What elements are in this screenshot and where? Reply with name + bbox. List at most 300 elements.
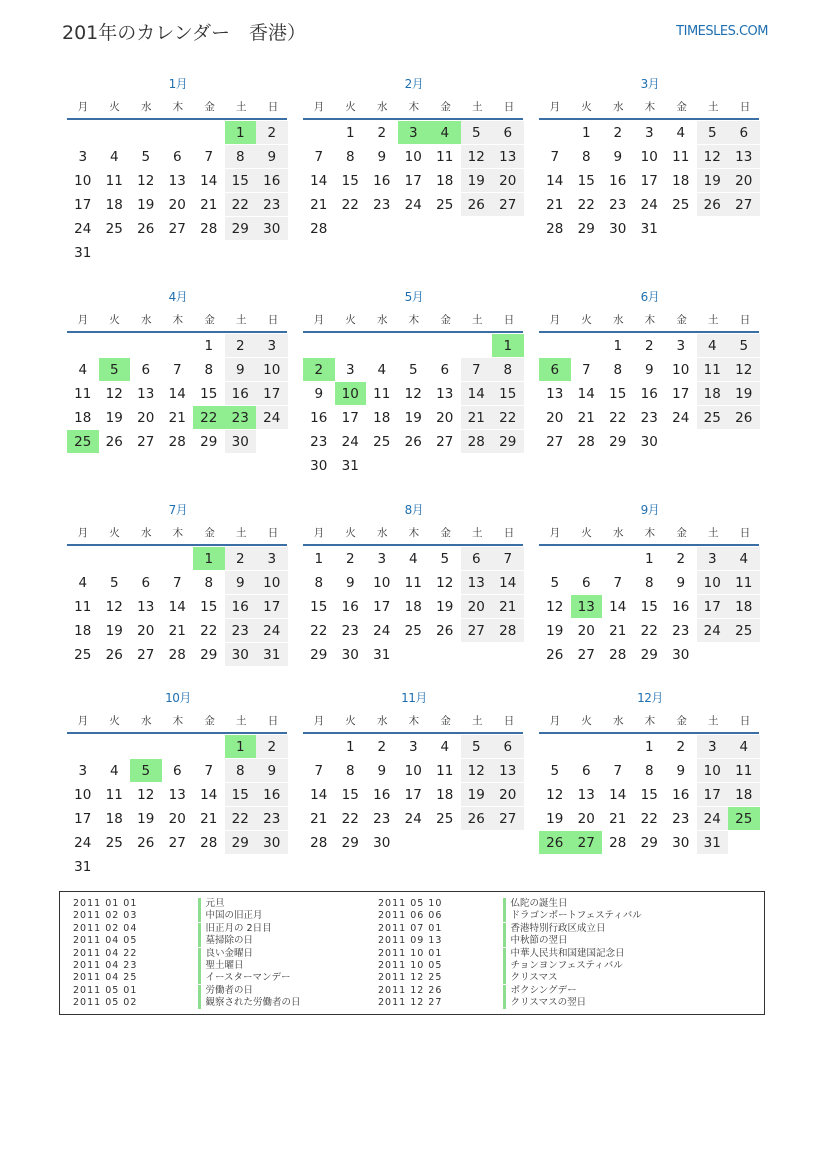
day-cell[interactable]: 7: [204, 763, 214, 779]
day-cell[interactable]: 14: [492, 571, 524, 594]
day-cell[interactable]: 21: [546, 197, 564, 213]
day-cell[interactable]: 12: [404, 386, 422, 402]
day-cell[interactable]: 1: [644, 739, 654, 755]
day-cell[interactable]: 16: [373, 173, 391, 189]
day-cell[interactable]: 10: [697, 571, 729, 594]
day-cell[interactable]: 10: [640, 149, 658, 165]
day-cell[interactable]: 28: [461, 430, 493, 453]
day-cell[interactable]: 10: [672, 362, 690, 378]
holiday-day-cell[interactable]: 5: [99, 358, 131, 381]
day-cell[interactable]: 23: [341, 623, 359, 639]
day-cell[interactable]: 24: [256, 406, 288, 429]
day-cell[interactable]: 19: [137, 197, 155, 213]
day-cell[interactable]: 15: [577, 173, 595, 189]
day-cell[interactable]: 19: [436, 599, 454, 615]
day-cell[interactable]: 26: [137, 835, 155, 851]
day-cell[interactable]: 20: [577, 623, 595, 639]
day-cell[interactable]: 20: [728, 169, 760, 192]
day-cell[interactable]: 24: [640, 197, 658, 213]
day-cell[interactable]: 27: [137, 647, 155, 663]
day-cell[interactable]: 2: [225, 547, 257, 570]
day-cell[interactable]: 27: [168, 835, 186, 851]
day-cell[interactable]: 11: [728, 571, 760, 594]
day-cell[interactable]: 5: [728, 334, 760, 357]
day-cell[interactable]: 9: [613, 149, 623, 165]
holiday-day-cell[interactable]: 5: [130, 759, 162, 782]
day-cell[interactable]: 2: [613, 125, 623, 141]
day-cell[interactable]: 9: [676, 763, 686, 779]
day-cell[interactable]: 25: [404, 623, 422, 639]
day-cell[interactable]: 24: [74, 835, 92, 851]
day-cell[interactable]: 30: [672, 835, 690, 851]
day-cell[interactable]: 27: [577, 647, 595, 663]
day-cell[interactable]: 30: [256, 217, 288, 240]
day-cell[interactable]: 19: [546, 811, 564, 827]
day-cell[interactable]: 18: [728, 595, 760, 618]
day-cell[interactable]: 19: [697, 169, 729, 192]
day-cell[interactable]: 25: [373, 434, 391, 450]
day-cell[interactable]: 23: [256, 807, 288, 830]
day-cell[interactable]: 11: [105, 787, 123, 803]
day-cell[interactable]: 14: [609, 787, 627, 803]
day-cell[interactable]: 17: [404, 173, 422, 189]
day-cell[interactable]: 28: [200, 835, 218, 851]
day-cell[interactable]: 8: [314, 575, 324, 591]
holiday-day-cell[interactable]: 10: [335, 382, 367, 405]
day-cell[interactable]: 18: [728, 783, 760, 806]
day-cell[interactable]: 25: [74, 647, 92, 663]
day-cell[interactable]: 30: [310, 458, 328, 474]
day-cell[interactable]: 15: [492, 382, 524, 405]
day-cell[interactable]: 14: [609, 599, 627, 615]
day-cell[interactable]: 3: [644, 125, 654, 141]
day-cell[interactable]: 5: [109, 575, 119, 591]
day-cell[interactable]: 21: [200, 811, 218, 827]
day-cell[interactable]: 31: [341, 458, 359, 474]
day-cell[interactable]: 29: [225, 217, 257, 240]
day-cell[interactable]: 7: [314, 149, 324, 165]
day-cell[interactable]: 8: [644, 763, 654, 779]
day-cell[interactable]: 13: [492, 759, 524, 782]
day-cell[interactable]: 15: [200, 599, 218, 615]
day-cell[interactable]: 27: [137, 434, 155, 450]
day-cell[interactable]: 17: [256, 595, 288, 618]
day-cell[interactable]: 20: [492, 169, 524, 192]
holiday-day-cell[interactable]: 1: [225, 121, 257, 144]
day-cell[interactable]: 24: [341, 434, 359, 450]
holiday-day-cell[interactable]: 23: [225, 406, 257, 429]
day-cell[interactable]: 4: [697, 334, 729, 357]
day-cell[interactable]: 23: [310, 434, 328, 450]
day-cell[interactable]: 27: [461, 619, 493, 642]
day-cell[interactable]: 2: [256, 735, 288, 758]
day-cell[interactable]: 27: [492, 807, 524, 830]
day-cell[interactable]: 26: [105, 434, 123, 450]
day-cell[interactable]: 29: [640, 835, 658, 851]
holiday-day-cell[interactable]: 25: [67, 430, 99, 453]
day-cell[interactable]: 18: [373, 410, 391, 426]
day-cell[interactable]: 8: [204, 362, 214, 378]
day-cell[interactable]: 12: [105, 386, 123, 402]
day-cell[interactable]: 16: [256, 169, 288, 192]
day-cell[interactable]: 14: [577, 386, 595, 402]
day-cell[interactable]: 21: [609, 623, 627, 639]
day-cell[interactable]: 31: [697, 831, 729, 854]
day-cell[interactable]: 23: [256, 193, 288, 216]
day-cell[interactable]: 3: [408, 739, 418, 755]
day-cell[interactable]: 7: [461, 358, 493, 381]
day-cell[interactable]: 26: [436, 623, 454, 639]
holiday-day-cell[interactable]: 25: [728, 807, 760, 830]
day-cell[interactable]: 6: [728, 121, 760, 144]
day-cell[interactable]: 2: [225, 334, 257, 357]
day-cell[interactable]: 11: [74, 386, 92, 402]
day-cell[interactable]: 24: [404, 811, 422, 827]
day-cell[interactable]: 1: [314, 551, 324, 567]
day-cell[interactable]: 9: [256, 759, 288, 782]
day-cell[interactable]: 26: [461, 193, 493, 216]
day-cell[interactable]: 1: [644, 551, 654, 567]
day-cell[interactable]: 23: [672, 811, 690, 827]
day-cell[interactable]: 24: [373, 623, 391, 639]
day-cell[interactable]: 13: [546, 386, 564, 402]
day-cell[interactable]: 11: [105, 173, 123, 189]
day-cell[interactable]: 18: [436, 787, 454, 803]
day-cell[interactable]: 27: [546, 434, 564, 450]
day-cell[interactable]: 4: [78, 362, 88, 378]
day-cell[interactable]: 4: [676, 125, 686, 141]
day-cell[interactable]: 4: [109, 149, 119, 165]
holiday-day-cell[interactable]: 27: [571, 831, 603, 854]
day-cell[interactable]: 18: [672, 173, 690, 189]
day-cell[interactable]: 6: [440, 362, 450, 378]
day-cell[interactable]: 29: [341, 835, 359, 851]
day-cell[interactable]: 2: [377, 739, 387, 755]
day-cell[interactable]: 26: [105, 647, 123, 663]
day-cell[interactable]: 1: [581, 125, 591, 141]
day-cell[interactable]: 25: [697, 406, 729, 429]
day-cell[interactable]: 13: [168, 173, 186, 189]
day-cell[interactable]: 20: [168, 197, 186, 213]
day-cell[interactable]: 28: [609, 647, 627, 663]
day-cell[interactable]: 12: [461, 145, 493, 168]
day-cell[interactable]: 29: [640, 647, 658, 663]
day-cell[interactable]: 23: [609, 197, 627, 213]
day-cell[interactable]: 23: [373, 811, 391, 827]
day-cell[interactable]: 25: [105, 221, 123, 237]
day-cell[interactable]: 2: [676, 739, 686, 755]
day-cell[interactable]: 8: [345, 763, 355, 779]
day-cell[interactable]: 31: [640, 221, 658, 237]
day-cell[interactable]: 10: [74, 173, 92, 189]
day-cell[interactable]: 20: [577, 811, 595, 827]
day-cell[interactable]: 31: [74, 245, 92, 261]
day-cell[interactable]: 16: [341, 599, 359, 615]
day-cell[interactable]: 29: [609, 434, 627, 450]
day-cell[interactable]: 19: [105, 410, 123, 426]
day-cell[interactable]: 29: [310, 647, 328, 663]
day-cell[interactable]: 8: [204, 575, 214, 591]
day-cell[interactable]: 12: [546, 787, 564, 803]
day-cell[interactable]: 4: [728, 735, 760, 758]
day-cell[interactable]: 6: [581, 763, 591, 779]
day-cell[interactable]: 4: [440, 739, 450, 755]
holiday-day-cell[interactable]: 1: [492, 334, 524, 357]
day-cell[interactable]: 17: [373, 599, 391, 615]
day-cell[interactable]: 5: [697, 121, 729, 144]
day-cell[interactable]: 19: [404, 410, 422, 426]
day-cell[interactable]: 8: [225, 759, 257, 782]
day-cell[interactable]: 7: [581, 362, 591, 378]
day-cell[interactable]: 6: [141, 362, 151, 378]
day-cell[interactable]: 20: [137, 410, 155, 426]
day-cell[interactable]: 11: [373, 386, 391, 402]
day-cell[interactable]: 28: [577, 434, 595, 450]
day-cell[interactable]: 7: [492, 547, 524, 570]
day-cell[interactable]: 12: [436, 575, 454, 591]
day-cell[interactable]: 22: [225, 807, 257, 830]
day-cell[interactable]: 16: [225, 595, 257, 618]
day-cell[interactable]: 22: [225, 193, 257, 216]
day-cell[interactable]: 16: [256, 783, 288, 806]
day-cell[interactable]: 9: [644, 362, 654, 378]
day-cell[interactable]: 12: [137, 173, 155, 189]
day-cell[interactable]: 17: [404, 787, 422, 803]
holiday-day-cell[interactable]: 4: [429, 121, 461, 144]
day-cell[interactable]: 16: [609, 173, 627, 189]
day-cell[interactable]: 16: [373, 787, 391, 803]
day-cell[interactable]: 28: [492, 619, 524, 642]
day-cell[interactable]: 20: [436, 410, 454, 426]
day-cell[interactable]: 30: [373, 835, 391, 851]
day-cell[interactable]: 15: [640, 787, 658, 803]
day-cell[interactable]: 5: [408, 362, 418, 378]
day-cell[interactable]: 12: [546, 599, 564, 615]
day-cell[interactable]: 4: [78, 575, 88, 591]
day-cell[interactable]: 8: [581, 149, 591, 165]
day-cell[interactable]: 29: [492, 430, 524, 453]
day-cell[interactable]: 8: [345, 149, 355, 165]
day-cell[interactable]: 18: [697, 382, 729, 405]
day-cell[interactable]: 7: [204, 149, 214, 165]
day-cell[interactable]: 11: [728, 759, 760, 782]
day-cell[interactable]: 3: [676, 338, 686, 354]
day-cell[interactable]: 2: [256, 121, 288, 144]
day-cell[interactable]: 11: [697, 358, 729, 381]
day-cell[interactable]: 3: [697, 735, 729, 758]
day-cell[interactable]: 2: [345, 551, 355, 567]
day-cell[interactable]: 13: [461, 571, 493, 594]
day-cell[interactable]: 20: [168, 811, 186, 827]
day-cell[interactable]: 9: [676, 575, 686, 591]
day-cell[interactable]: 21: [609, 811, 627, 827]
day-cell[interactable]: 7: [613, 763, 623, 779]
day-cell[interactable]: 15: [225, 169, 257, 192]
day-cell[interactable]: 21: [461, 406, 493, 429]
day-cell[interactable]: 5: [141, 149, 151, 165]
day-cell[interactable]: 12: [137, 787, 155, 803]
day-cell[interactable]: 27: [492, 193, 524, 216]
day-cell[interactable]: 22: [341, 811, 359, 827]
day-cell[interactable]: 9: [377, 763, 387, 779]
day-cell[interactable]: 3: [697, 547, 729, 570]
day-cell[interactable]: 27: [436, 434, 454, 450]
day-cell[interactable]: 9: [345, 575, 355, 591]
day-cell[interactable]: 27: [728, 193, 760, 216]
day-cell[interactable]: 18: [74, 623, 92, 639]
day-cell[interactable]: 22: [200, 623, 218, 639]
day-cell[interactable]: 25: [436, 197, 454, 213]
day-cell[interactable]: 13: [137, 599, 155, 615]
day-cell[interactable]: 10: [404, 763, 422, 779]
day-cell[interactable]: 26: [461, 807, 493, 830]
day-cell[interactable]: 16: [640, 386, 658, 402]
day-cell[interactable]: 26: [728, 406, 760, 429]
day-cell[interactable]: 27: [168, 221, 186, 237]
day-cell[interactable]: 17: [640, 173, 658, 189]
day-cell[interactable]: 23: [640, 410, 658, 426]
day-cell[interactable]: 19: [728, 382, 760, 405]
day-cell[interactable]: 10: [373, 575, 391, 591]
day-cell[interactable]: 28: [310, 221, 328, 237]
day-cell[interactable]: 13: [168, 787, 186, 803]
day-cell[interactable]: 12: [697, 145, 729, 168]
day-cell[interactable]: 22: [341, 197, 359, 213]
day-cell[interactable]: 15: [640, 599, 658, 615]
day-cell[interactable]: 29: [225, 831, 257, 854]
day-cell[interactable]: 23: [373, 197, 391, 213]
holiday-day-cell[interactable]: 2: [303, 358, 335, 381]
day-cell[interactable]: 14: [546, 173, 564, 189]
day-cell[interactable]: 14: [200, 173, 218, 189]
day-cell[interactable]: 15: [341, 787, 359, 803]
day-cell[interactable]: 17: [697, 595, 729, 618]
day-cell[interactable]: 4: [109, 763, 119, 779]
holiday-day-cell[interactable]: 6: [539, 358, 571, 381]
day-cell[interactable]: 31: [74, 859, 92, 875]
day-cell[interactable]: 7: [550, 149, 560, 165]
day-cell[interactable]: 17: [74, 811, 92, 827]
day-cell[interactable]: 5: [461, 735, 493, 758]
day-cell[interactable]: 21: [492, 595, 524, 618]
day-cell[interactable]: 28: [310, 835, 328, 851]
day-cell[interactable]: 19: [461, 783, 493, 806]
day-cell[interactable]: 19: [461, 169, 493, 192]
day-cell[interactable]: 4: [377, 362, 387, 378]
day-cell[interactable]: 30: [672, 647, 690, 663]
day-cell[interactable]: 14: [461, 382, 493, 405]
day-cell[interactable]: 10: [404, 149, 422, 165]
day-cell[interactable]: 15: [225, 783, 257, 806]
day-cell[interactable]: 28: [200, 221, 218, 237]
day-cell[interactable]: 6: [172, 763, 182, 779]
day-cell[interactable]: 30: [609, 221, 627, 237]
day-cell[interactable]: 13: [436, 386, 454, 402]
day-cell[interactable]: 12: [105, 599, 123, 615]
day-cell[interactable]: 25: [728, 619, 760, 642]
day-cell[interactable]: 18: [74, 410, 92, 426]
holiday-day-cell[interactable]: 3: [398, 121, 430, 144]
day-cell[interactable]: 24: [697, 807, 729, 830]
day-cell[interactable]: 28: [168, 434, 186, 450]
day-cell[interactable]: 24: [672, 410, 690, 426]
day-cell[interactable]: 26: [697, 193, 729, 216]
day-cell[interactable]: 15: [341, 173, 359, 189]
day-cell[interactable]: 24: [404, 197, 422, 213]
day-cell[interactable]: 12: [728, 358, 760, 381]
day-cell[interactable]: 22: [310, 623, 328, 639]
day-cell[interactable]: 1: [204, 338, 214, 354]
day-cell[interactable]: 15: [609, 386, 627, 402]
day-cell[interactable]: 22: [640, 811, 658, 827]
day-cell[interactable]: 7: [314, 763, 324, 779]
day-cell[interactable]: 1: [613, 338, 623, 354]
day-cell[interactable]: 29: [200, 434, 218, 450]
day-cell[interactable]: 4: [408, 551, 418, 567]
day-cell[interactable]: 20: [461, 595, 493, 618]
day-cell[interactable]: 30: [256, 831, 288, 854]
day-cell[interactable]: 13: [137, 386, 155, 402]
day-cell[interactable]: 9: [377, 149, 387, 165]
day-cell[interactable]: 25: [672, 197, 690, 213]
day-cell[interactable]: 20: [546, 410, 564, 426]
day-cell[interactable]: 13: [492, 145, 524, 168]
day-cell[interactable]: 30: [225, 430, 257, 453]
day-cell[interactable]: 8: [225, 145, 257, 168]
day-cell[interactable]: 20: [492, 783, 524, 806]
day-cell[interactable]: 6: [172, 149, 182, 165]
day-cell[interactable]: 7: [172, 575, 182, 591]
day-cell[interactable]: 18: [404, 599, 422, 615]
day-cell[interactable]: 23: [672, 623, 690, 639]
day-cell[interactable]: 19: [137, 811, 155, 827]
day-cell[interactable]: 13: [728, 145, 760, 168]
day-cell[interactable]: 24: [74, 221, 92, 237]
day-cell[interactable]: 3: [256, 547, 288, 570]
holiday-day-cell[interactable]: 1: [225, 735, 257, 758]
day-cell[interactable]: 6: [461, 547, 493, 570]
day-cell[interactable]: 21: [200, 197, 218, 213]
day-cell[interactable]: 21: [310, 811, 328, 827]
day-cell[interactable]: 30: [640, 434, 658, 450]
day-cell[interactable]: 25: [436, 811, 454, 827]
day-cell[interactable]: 22: [492, 406, 524, 429]
day-cell[interactable]: 22: [640, 623, 658, 639]
day-cell[interactable]: 10: [697, 759, 729, 782]
day-cell[interactable]: 26: [137, 221, 155, 237]
day-cell[interactable]: 17: [697, 783, 729, 806]
day-cell[interactable]: 3: [377, 551, 387, 567]
day-cell[interactable]: 9: [256, 145, 288, 168]
day-cell[interactable]: 29: [577, 221, 595, 237]
day-cell[interactable]: 21: [168, 410, 186, 426]
day-cell[interactable]: 19: [546, 623, 564, 639]
day-cell[interactable]: 18: [436, 173, 454, 189]
day-cell[interactable]: 3: [256, 334, 288, 357]
day-cell[interactable]: 5: [440, 551, 450, 567]
day-cell[interactable]: 17: [672, 386, 690, 402]
day-cell[interactable]: 5: [550, 763, 560, 779]
day-cell[interactable]: 9: [314, 386, 324, 402]
day-cell[interactable]: 20: [137, 623, 155, 639]
day-cell[interactable]: 17: [256, 382, 288, 405]
day-cell[interactable]: 23: [225, 619, 257, 642]
day-cell[interactable]: 12: [461, 759, 493, 782]
day-cell[interactable]: 5: [461, 121, 493, 144]
day-cell[interactable]: 3: [78, 763, 88, 779]
day-cell[interactable]: 3: [78, 149, 88, 165]
day-cell[interactable]: 22: [609, 410, 627, 426]
